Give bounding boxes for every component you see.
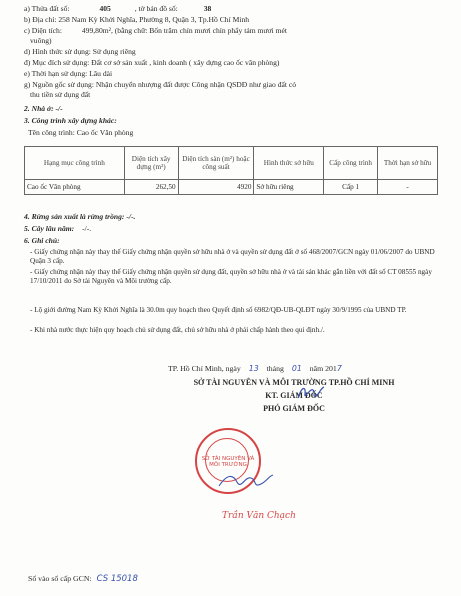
- table-cell: Cấp 1: [324, 180, 378, 195]
- table-header: Diện tích sàn (m²) hoặc công suất: [178, 147, 254, 180]
- parcel-number: 405: [99, 4, 111, 13]
- address-line: b) Địa chỉ: 258 Nam Kỳ Khởi Nghĩa, Phường 8, Quận 3, Tp.Hồ Chí Minh: [24, 15, 250, 24]
- registry-label: Số vào sổ cấp GCN:: [28, 574, 92, 583]
- note-item: - Lộ giới đường Nam Kỳ Khởi Nghĩa là 30.0m quy hoạch theo Quyết định số 6982/QĐ-UB-QLĐT ngày 30/9/1995 của UBND TP.: [30, 306, 407, 314]
- kt-label: KT. GIÁM ĐỐC: [265, 391, 323, 400]
- table-header: Diện tích xây dựng (m²): [124, 147, 178, 180]
- vice-director-title: PHÓ GIÁM ĐỐC: [263, 404, 325, 413]
- date-month: 01: [291, 364, 302, 373]
- table-cell: Sở hữu riêng: [254, 180, 324, 195]
- signature-scribble-icon: [215, 470, 275, 492]
- usage-purpose-line: đ) Mục đích sử dụng: Đất cơ sở sản xuất , kinh doanh ( xây dựng cao ốc văn phòng): [24, 58, 280, 67]
- table-cell: 4920: [178, 180, 254, 195]
- date-year-digit: 7: [336, 364, 342, 373]
- agency-name: SỞ TÀI NGUYÊN VÀ MÔI TRƯỜNG TP.HỒ CHÍ MINH: [193, 378, 395, 387]
- parcel-line: [24, 4, 211, 13]
- map-sheet-number: 38: [203, 4, 212, 13]
- parcel-label: a) Thửa đất số:: [24, 4, 70, 13]
- table-header: Hình thức sở hữu: [254, 147, 324, 180]
- registry-number: CS 15018: [96, 574, 138, 584]
- deputy-title: [144, 391, 444, 401]
- area-line: [24, 26, 287, 35]
- date-day: 13: [248, 364, 259, 373]
- table-header: Cấp công trình: [324, 147, 378, 180]
- area-value: 499,80m², (bằng chữ: Bốn trăm chín mươi chín phẩy tám mươi mét: [81, 26, 287, 35]
- construction-table: [24, 146, 438, 195]
- area-label: c) Diện tích:: [24, 26, 62, 35]
- construction-name: Tên công trình: Cao ốc Văn phòng: [28, 128, 134, 137]
- perennial-label: 5. Cây lâu năm:: [24, 224, 75, 233]
- map-sheet-label: , tờ bản đồ số:: [134, 4, 178, 13]
- note-item: - Giấy chứng nhận này thay thế Giấy chứng nhận quyền sử dụng đất, quyền sở hữu nhà ở và tài sản khác gắn liền với đất số CT 08555 ngày 17/10/2011 do Sở tài Nguyên và Môi trường cấp.: [30, 268, 432, 285]
- section-perennial: [24, 224, 91, 233]
- origin-line: g) Nguồn gốc sử dụng: Nhận chuyển nhượng đất được Công nhận QSDĐ như giao đất có: [24, 80, 297, 89]
- initials-signature-icon: [296, 384, 326, 402]
- table-header-row: [25, 147, 438, 180]
- note-item: - Khi nhà nước thực hiện quy hoạch chủ sử dụng đất, chủ sở hữu nhà ở phải chấp hành theo qui định./.: [30, 326, 325, 334]
- table-cell: -: [378, 180, 438, 195]
- section-notes: 6. Ghi chú:: [24, 236, 60, 245]
- table-cell: Cao ốc Văn phòng: [25, 180, 125, 195]
- section-house: 2. Nhà ở: -/-: [24, 104, 63, 113]
- issue-date: [168, 364, 342, 373]
- signer-name: Trần Văn Chạch: [222, 511, 296, 521]
- usage-form-line: d) Hình thức sử dụng: Sử dụng riêng: [24, 47, 136, 56]
- note-item: - Giấy chứng nhận này thay thế Giấy chứng nhận quyền sở hữu nhà ở và quyền sử dụng đất ở số 468/2007/GCN ngày 01/06/2007 do UBND Quận 3 cấp.: [30, 248, 435, 265]
- table-row: [25, 180, 438, 195]
- date-year-label: năm 201: [309, 364, 337, 373]
- section-forest: 4. Rừng sản xuất là rừng trồng: -/-.: [24, 212, 136, 221]
- section-other-construction: 3. Công trình xây dựng khác:: [24, 116, 117, 125]
- area-line-cont: vuông): [30, 36, 52, 45]
- table-header: Thời hạn sở hữu: [378, 147, 438, 180]
- usage-term-line: e) Thời hạn sử dụng: Lâu dài: [24, 69, 113, 78]
- perennial-value: -/-.: [82, 224, 92, 233]
- table-cell: 262,50: [124, 180, 178, 195]
- registry-line: [28, 574, 138, 584]
- date-prefix: TP. Hồ Chí Minh, ngày: [168, 364, 241, 373]
- date-month-label: tháng: [266, 364, 284, 373]
- origin-line-cont: thu tiền sử dụng đất: [30, 90, 91, 99]
- table-header: Hạng mục công trình: [25, 147, 125, 180]
- stamp-text: SỞ TÀI NGUYÊN VÀ MÔI TRƯỜNG: [201, 456, 255, 468]
